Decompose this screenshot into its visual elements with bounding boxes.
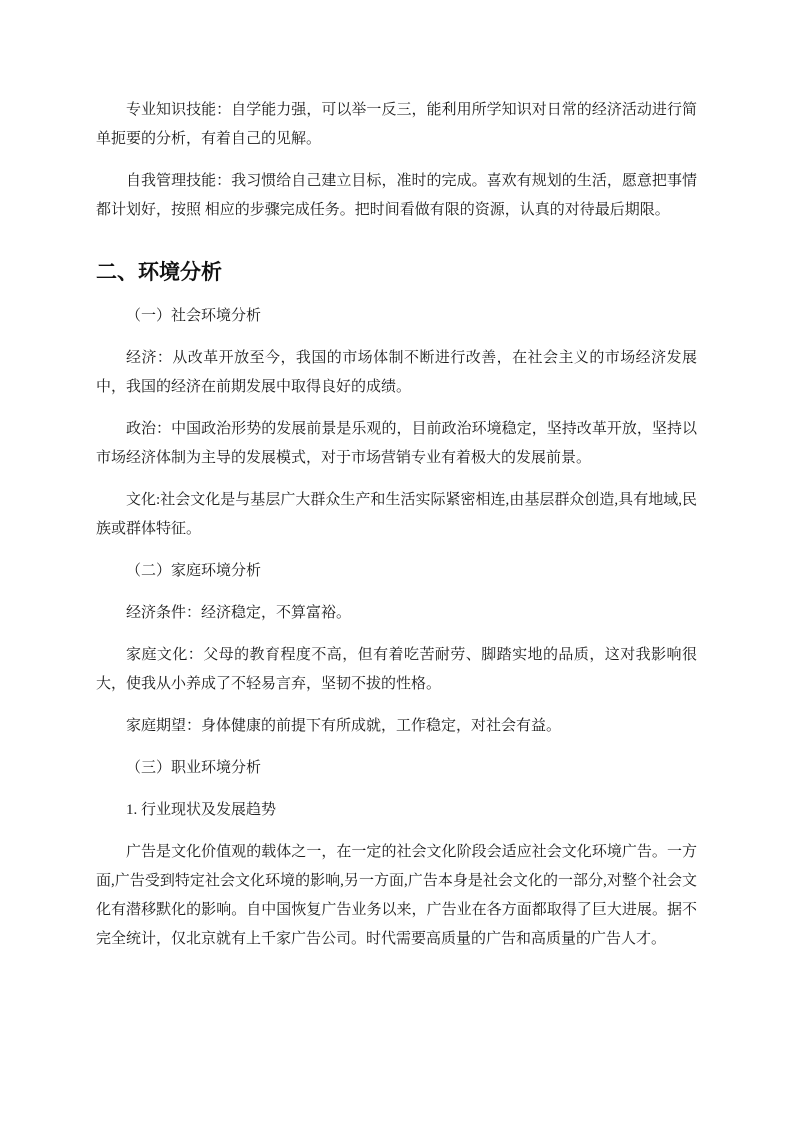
paragraph-professional-skills: 专业知识技能：自学能力强，可以举一反三，能利用所学知识对日常的经济活动进行简单扼要的分析，有着自己的见解。 xyxy=(96,102,697,147)
heading-environment-analysis: 二、环境分析 xyxy=(96,261,222,284)
paragraph-family-culture: 家庭文化：父母的教育程度不高，但有着吃苦耐劳、脚踏实地的品质，这对我影响很大，使我从小养成了不轻易言弃，坚韧不拔的性格。 xyxy=(96,647,697,692)
paragraph-economic-condition: 经济条件：经济稳定，不算富裕。 xyxy=(126,605,352,621)
paragraph-culture: 文化:社会文化是与基层广大群众生产和生活实际紧密相连,由基层群众创造,具有地域,民族或群体特征。 xyxy=(96,492,697,537)
paragraph-economy: 经济：从改革开放至今，我国的市场体制不断进行改善，在社会主义的市场经济发展中，我国的经济在前期发展中取得良好的成绩。 xyxy=(96,350,697,395)
subheading-industry-status: 1. 行业现状及发展趋势 xyxy=(126,802,277,818)
paragraph-self-management: 自我管理技能：我习惯给自己建立目标，准时的完成。喜欢有规划的生活，愿意把事情都计划好，按照 相应的步骤完成任务。把时间看做有限的资源，认真的对待最后期限。 xyxy=(96,173,697,218)
subheading-social-environment: （一）社会环境分析 xyxy=(126,308,262,324)
subheading-career-environment: （三）职业环境分析 xyxy=(126,760,262,776)
paragraph-family-expectation: 家庭期望：身体健康的前提下有所成就，工作稳定，对社会有益。 xyxy=(126,718,562,734)
paragraph-advertising-industry: 广告是文化价值观的载体之一，在一定的社会文化阶段会适应社会文化环境广告。一方面,广告受到特定社会文化环境的影响,另一方面,广告本身是社会文化的一部分,对整个社会文化有潜移默化的影响。自中国恢复广告业务以来，广告业在各方面都取得了巨大进展。据不完全统计，仅北京就有上千家广告公司。时代需要高质量的广告和高质量的广告人才。 xyxy=(96,844,697,947)
paragraph-politics: 政治：中国政治形势的发展前景是乐观的，目前政治环境稳定，坚持改革开放，坚持以市场经济体制为主导的发展模式，对于市场营销专业有着极大的发展前景。 xyxy=(96,421,697,466)
subheading-family-environment: （二）家庭环境分析 xyxy=(126,563,262,579)
